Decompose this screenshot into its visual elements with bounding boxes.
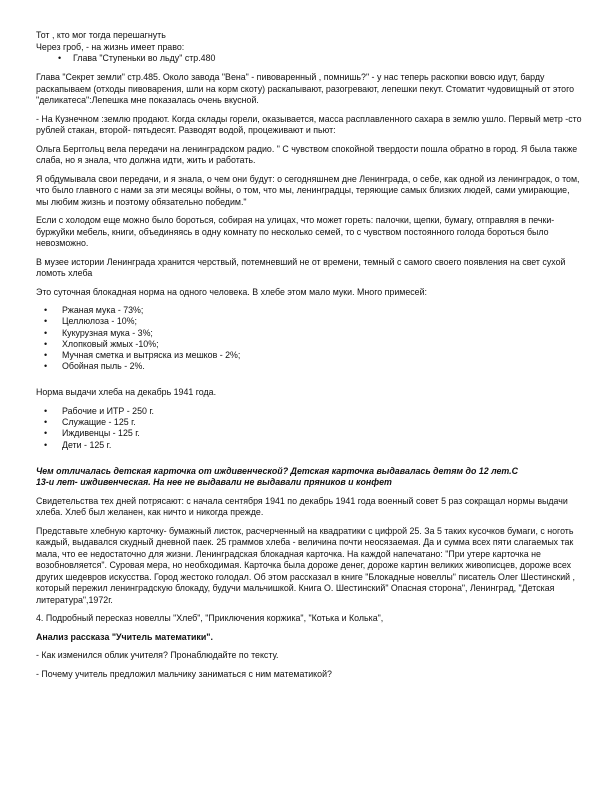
norms-list — [36, 406, 584, 451]
ingredients-list — [36, 305, 584, 372]
list-item: • Служащие - 125 г. — [36, 417, 584, 428]
paragraph-secret-zemli: Глава "Секрет земли" стр.485. Около завода "Вена" - пивоваренный , помнишь?" - у нас теперь раскопки вовсю идут, барду раскапываем (отходы пивоварения, шли на корм скоту) раскапывают, разогревают, лепешки пекут. Стоматит чудовищный от этого "деликатеса":Лепешка мне показалась очень вкусной. — [36, 72, 575, 106]
paragraph-berggolts: Ольга Берггольц вела передачи на ленинградском радио. " С чувством спокойной твердости пошла обратно в город. Я была также слаба, но я знала, что должна идти, жить и работать. — [36, 143, 578, 166]
document-page — [36, 30, 584, 687]
card-question — [36, 466, 584, 489]
poem-line-1: Тот , кто мог тогда перешагнуть — [36, 30, 166, 40]
analysis-question-2: - Почему учитель предложил мальчику заниматься с ним математикой? — [36, 668, 332, 679]
analysis-title: Анализ рассказа "Учитель математики". — [36, 631, 213, 642]
card-question-line-2: 13-и лет- иждивенческая. На нее не выдавали не выдавали пряников и конфет — [36, 477, 392, 488]
norm-title: Норма выдачи хлеба на декабрь 1941 года. — [36, 387, 217, 398]
analysis-question-1: - Как изменился облик учителя? Пронаблюдайте по тексту. — [36, 650, 279, 661]
list-item: • Целлюлоза - 10%; — [36, 316, 584, 327]
paragraph-broadcasts: Я обдумывала свои передачи, и я знала, о чем они будут: о сегодняшнем дне Ленинграда, о себе, как одной из ленинградок, о том, что было главного с нами за эти месяцы войны, о том, что мы, ленинградцы, теряющие самых близких людей, сами умирающие, мы любим жизнь и поэтому обязательно победим." — [36, 173, 580, 207]
list-item: • Кукурузная мука - 3%; — [36, 328, 584, 339]
list-item: • Дети - 125 г. — [36, 440, 584, 451]
paragraph-cold-hunger: Если с холодом еще можно было бороться, собирая на улицах, что может гореть: палочки, щепки, бумагу, отправляя в печки-буржуйки мебель, книги, объединяясь в одну комнату по несколько семей, то с чувством постоянного голода бороться было невозможно. — [36, 215, 555, 249]
paragraph-daily-norm: Это суточная блокадная норма на одного человека. В хлебе этом мало муки. Много примесей: — [36, 286, 427, 297]
poem-line-2: Через гроб, - на жизнь имеет право: — [36, 41, 185, 52]
paragraph-kuznechny: - На Кузнечном :землю продают. Когда склады горели, оказывается, масса расплавленного сахара в землю ушло. Первый метр -сто рублей стакан, второй- пятьдесят. Разводят водой, процеживают и пьют: — [36, 113, 582, 136]
poem-block — [36, 30, 584, 64]
poem-list-item: • Глава "Ступеньки во льду" стр.480 — [36, 53, 584, 64]
paragraph-bread-card: Представьте хлебную карточку- бумажный листок, расчерченный на квадратики с цифрой 25. За 5 таких кусочков бумаги, с ноготь каждый, выдавался скудный дневной паек. 25 граммов хлеба - величина почти неосязаемая. Да и сумма всех пяти слагаемых так мала, что ее недостаточно для жизни. Ленинградская блокадная карточка. На каждой напечатано: "При утере карточка не возобновляется". Суровая мера, но необходимая. Карточка была дороже денег, дороже картин великих живописцев, дороже всех других шедевров искусства. Город жестоко голодал. Об этом рассказал в книге "Блокадные новеллы" писатель Олег Шестинский , который пережил ленинградскую блокаду, будучи мальчишкой. Книга О. Шестинский" Опасная сторона", Ленинград, "Детская литература",1972г. — [36, 525, 575, 605]
list-item: • Иждивенцы - 125 г. — [36, 428, 584, 439]
list-item: • Мучная сметка и вытряска из мешков - 2%; — [36, 350, 584, 361]
paragraph-testimonies: Свидетельства тех дней потрясают: с начала сентября 1941 по декабрь 1941 года военный совет 5 раз сокращал нормы выдачи хлеба. Хлеб был желанен, как ничто и никогда прежде. — [36, 495, 568, 518]
list-item: • Рабочие и ИТР - 250 г. — [36, 406, 584, 417]
list-item: • Ржаная мука - 73%; — [36, 305, 584, 316]
paragraph-museum: В музее истории Ленинграда хранится черствый, потемневший не от времени, темный с самого своего появления на свет сухой ломоть хлеба — [36, 256, 566, 279]
list-item: • Хлопковый жмых -10%; — [36, 339, 584, 350]
paragraph-retelling-task: 4. Подробный пересказ новеллы "Хлеб", "Приключения коржика", "Котька и Колька", — [36, 613, 384, 624]
poem-list — [36, 53, 584, 64]
list-item: • Обойная пыль - 2%. — [36, 361, 584, 372]
card-question-line-1: Чем отличалась детская карточка от иждивенческой? Детская карточка выдавалась детям до 12 лет.С — [36, 465, 518, 476]
